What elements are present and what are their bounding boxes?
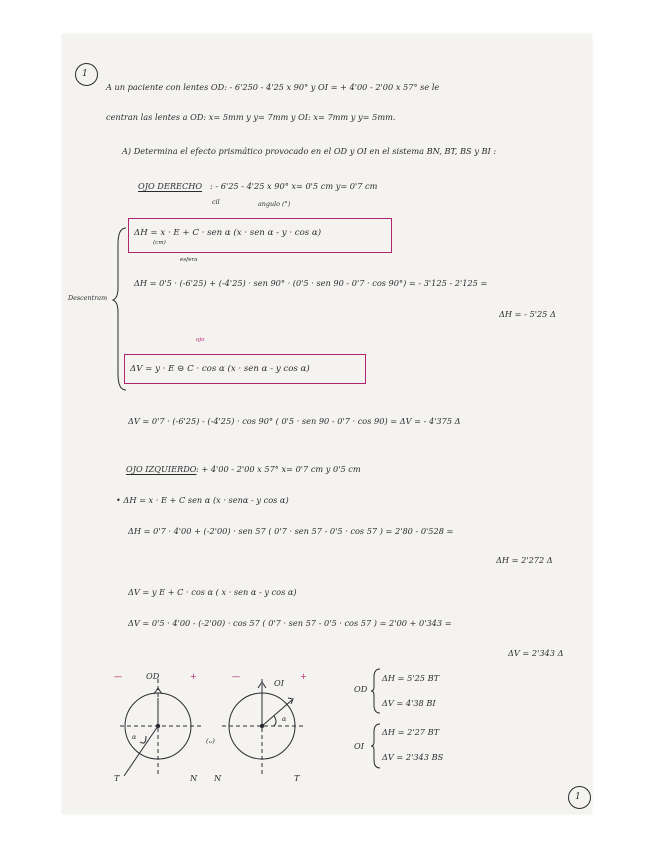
annotation-cil: cil	[212, 198, 220, 206]
summary-od-h: ΔH = 5'25 BT	[382, 673, 440, 683]
od-alpha-arc	[140, 736, 146, 743]
oi-alpha-label: α	[282, 715, 287, 723]
oi-formula-v: ΔV = y E + C · cos α ( x · sen α - y cos α)	[128, 587, 297, 597]
summary-od-v: ΔV = 4'38 BI	[382, 698, 436, 708]
nose-symbol: (ᴗ)	[206, 737, 215, 745]
oi-cyl-axis	[262, 700, 292, 726]
annotation-ojo: ojo	[196, 337, 205, 343]
od-formula-v: ΔV = y · E ⊝ C · cos α (x · sen α - y cos α)	[130, 364, 310, 374]
summary-oi-h: ΔH = 2'27 BT	[382, 727, 440, 737]
od-alpha-label: α	[132, 733, 137, 741]
oi-nasal-label: N	[214, 773, 222, 783]
od-calc-h: ΔH = 0'5 · (-6'25) + (-4'25) · sen 90° · (0'5 · sen 90 - 0'7 · cos 90°) = - 3'125 - 2'125 =	[134, 278, 488, 288]
annotation-cm: (cm)	[153, 240, 166, 246]
summary-od-label: OD	[354, 684, 368, 694]
od-minus-sign: —	[114, 671, 123, 681]
annotation-esfera: esfera	[180, 257, 198, 263]
oi-minus-sign: —	[232, 671, 241, 681]
side-label-descentram: Descentram	[68, 294, 108, 302]
page-number: 1	[575, 792, 581, 802]
oi-formula-h: • ΔH = x · E + C sen α (x · senα - y cos α)	[116, 495, 289, 505]
oi-result-v: ΔV = 2'343 Δ	[508, 648, 564, 658]
summary-od-brace	[370, 667, 382, 715]
od-calc-v: ΔV = 0'7 · (-6'25) - (-4'25) · cos 90° ( 0'5 · sen 90 - 0'7 · cos 90) = ΔV = - 4'375 Δ	[128, 416, 461, 426]
oi-diagram-label: OI	[274, 678, 284, 688]
oi-prescription: : + 4'00 - 2'00 x 57° x= 0'7 cm y 0'5 cm	[196, 464, 361, 474]
od-nasal-label: N	[190, 773, 198, 783]
summary-oi-label: OI	[354, 741, 364, 751]
statement-line-1: A un paciente con lentes OD: - 6'250 - 4'25 x 90° y OI = + 4'00 - 2'00 x 57° se le	[106, 82, 440, 92]
od-cyl-axis	[124, 726, 158, 776]
oi-alpha-arc	[274, 716, 276, 726]
od-plus-sign: +	[190, 671, 197, 681]
od-temporal-label: T	[114, 773, 120, 783]
oi-calc-h: ΔH = 0'7 · 4'00 + (-2'00) · sen 57 ( 0'7 · sen 57 - 0'5 · cos 57 ) = 2'80 - 0'528 =	[128, 526, 454, 536]
od-formula-h: ΔH = x · E + C · sen α (x · sen α - y · cos α)	[134, 228, 322, 238]
oi-temporal-label: T	[294, 773, 300, 783]
problem-number: 1	[82, 69, 88, 79]
part-a-question: A) Determina el efecto prismático provocado en el OD y OI en el sistema BN, BT, BS y BI :	[122, 146, 497, 156]
od-heading: OJO DERECHO	[138, 181, 203, 191]
od-diagram-label: OD	[146, 671, 160, 681]
oi-result-h: ΔH = 2'272 Δ	[496, 555, 553, 565]
annotation-angulo: angulo (°)	[258, 200, 291, 208]
notebook-page	[62, 34, 592, 814]
od-prescription: : - 6'25 - 4'25 x 90° x= 0'5 cm y= 0'7 cm	[210, 181, 378, 191]
od-result-h: ΔH = - 5'25 Δ	[499, 309, 556, 319]
summary-oi-brace	[370, 722, 382, 770]
oi-heading: OJO IZQUIERDO	[126, 464, 197, 474]
oi-plus-sign: +	[300, 671, 307, 681]
oi-calc-v: ΔV = 0'5 · 4'00 - (-2'00) · cos 57 ( 0'7 · sen 57 - 0'5 · cos 57 ) = 2'00 + 0'343 =	[128, 618, 452, 628]
statement-line-2: centran las lentes a OD: x= 5mm y y= 7mm y OI: x= 7mm y y= 5mm.	[106, 112, 396, 122]
summary-oi-v: ΔV = 2'343 BS	[382, 752, 444, 762]
